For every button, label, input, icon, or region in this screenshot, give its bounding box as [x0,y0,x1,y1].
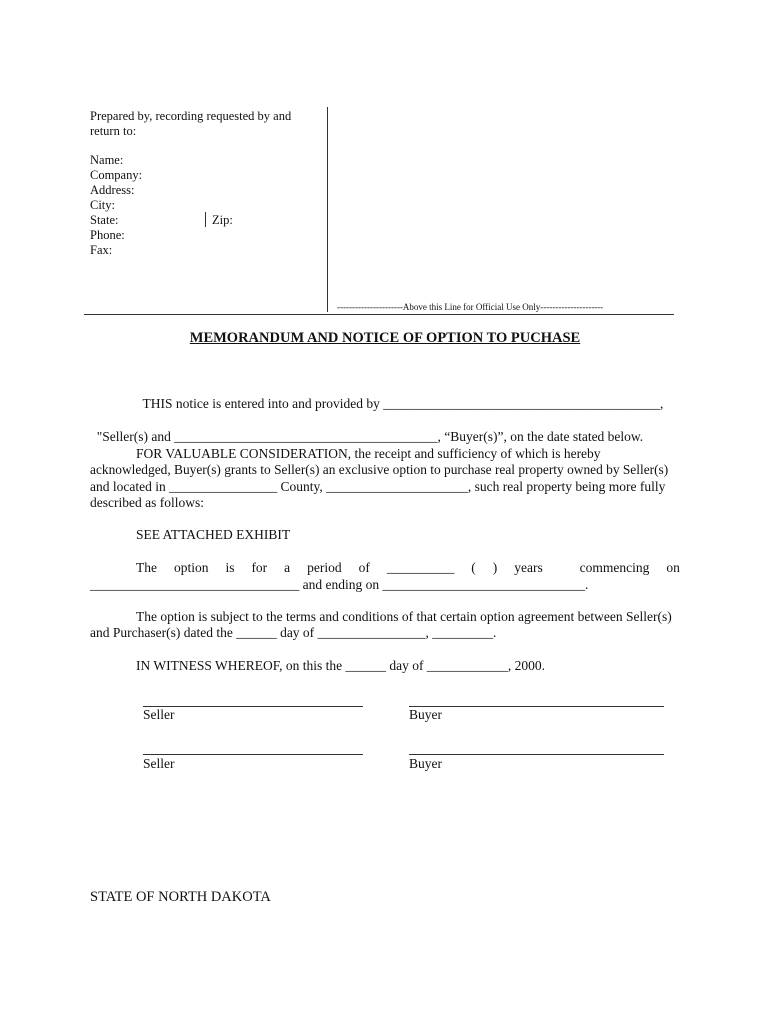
para-parties-end: , “Buyer(s)”, on the date stated below. [437,429,644,444]
word: of [358,560,370,575]
word: option [173,560,209,575]
city-label: City: [90,198,116,212]
buyer2-signature-line [409,754,664,755]
state-label: State: [90,213,119,227]
witness-line: IN WITNESS WHEREOF, on this the ______ day of ____________, 2000. [136,658,546,673]
para-consideration-line2: acknowledged, Buyer(s) grants to Seller(s) an exclusive option to purchase real property owned by Seller(s) [90,462,669,477]
para-consideration-line4: described as follows: [90,495,204,510]
seller1-label: Seller [143,707,175,722]
buyer-blank: _______________________________________ [174,429,438,444]
word: The [136,560,157,575]
option-terms-line2: and Purchaser(s) dated the ______ day of ________________, _________. [90,625,497,640]
word: commencing [579,560,650,575]
para-consideration-line1 [90,446,680,463]
official-use-line: ----------------------Above this Line for Official Use Only--------------------- [337,302,604,312]
word: on [666,560,680,575]
header-vertical-divider [327,107,328,312]
buyer2-label: Buyer [409,756,442,771]
word: period [307,560,342,575]
state-heading: STATE OF NORTH DAKOTA [90,889,271,905]
word: for [251,560,268,575]
para-notice [136,380,663,412]
word: a [284,560,291,575]
para-consideration-line3: and located in ________________ County, _____________________, such real property being more fully [90,479,666,494]
document-title: MEMORANDUM AND NOTICE OF OPTION TO PUCHASE [189,330,581,346]
open-paren: ( [471,560,476,575]
buyer1-label: Buyer [409,707,442,722]
period-blank: __________ [386,560,455,575]
seller1-signature-line [143,706,363,707]
address-label: Address: [90,183,135,197]
zip-label: Zip: [212,213,233,227]
close-paren: ) [492,560,498,575]
prepared-by-line1: Prepared by, recording requested by and [90,109,292,123]
word: is [225,560,235,575]
para-parties [90,413,643,445]
option-period-line1 [136,560,680,576]
para-notice-text: THIS notice is entered into and provided by [142,396,384,411]
company-label: Company: [90,168,143,182]
provider-blank: _________________________________________ [383,396,660,411]
fax-label: Fax: [90,243,113,257]
option-period-line2: _______________________________ and ending on ______________________________. [90,577,589,592]
para-notice-end: , [659,396,664,411]
phone-label: Phone: [90,228,125,242]
para-consideration-text1: FOR VALUABLE CONSIDERATION, the receipt and sufficiency of which is hereby [136,446,601,461]
prepared-by-line2: return to: [90,124,137,138]
buyer1-signature-line [409,706,664,707]
word: years [514,560,543,575]
option-terms-line1: The option is subject to the terms and conditions of that certain option agreement between Seller(s) [136,609,672,624]
seller2-label: Seller [143,756,175,771]
name-label: Name: [90,153,124,167]
see-attached-exhibit: SEE ATTACHED EXHIBIT [136,527,291,542]
seller2-signature-line [143,754,363,755]
zip-divider [205,212,206,227]
header-horizontal-rule [84,314,674,315]
para-parties-start: "Seller(s) and [96,429,175,444]
